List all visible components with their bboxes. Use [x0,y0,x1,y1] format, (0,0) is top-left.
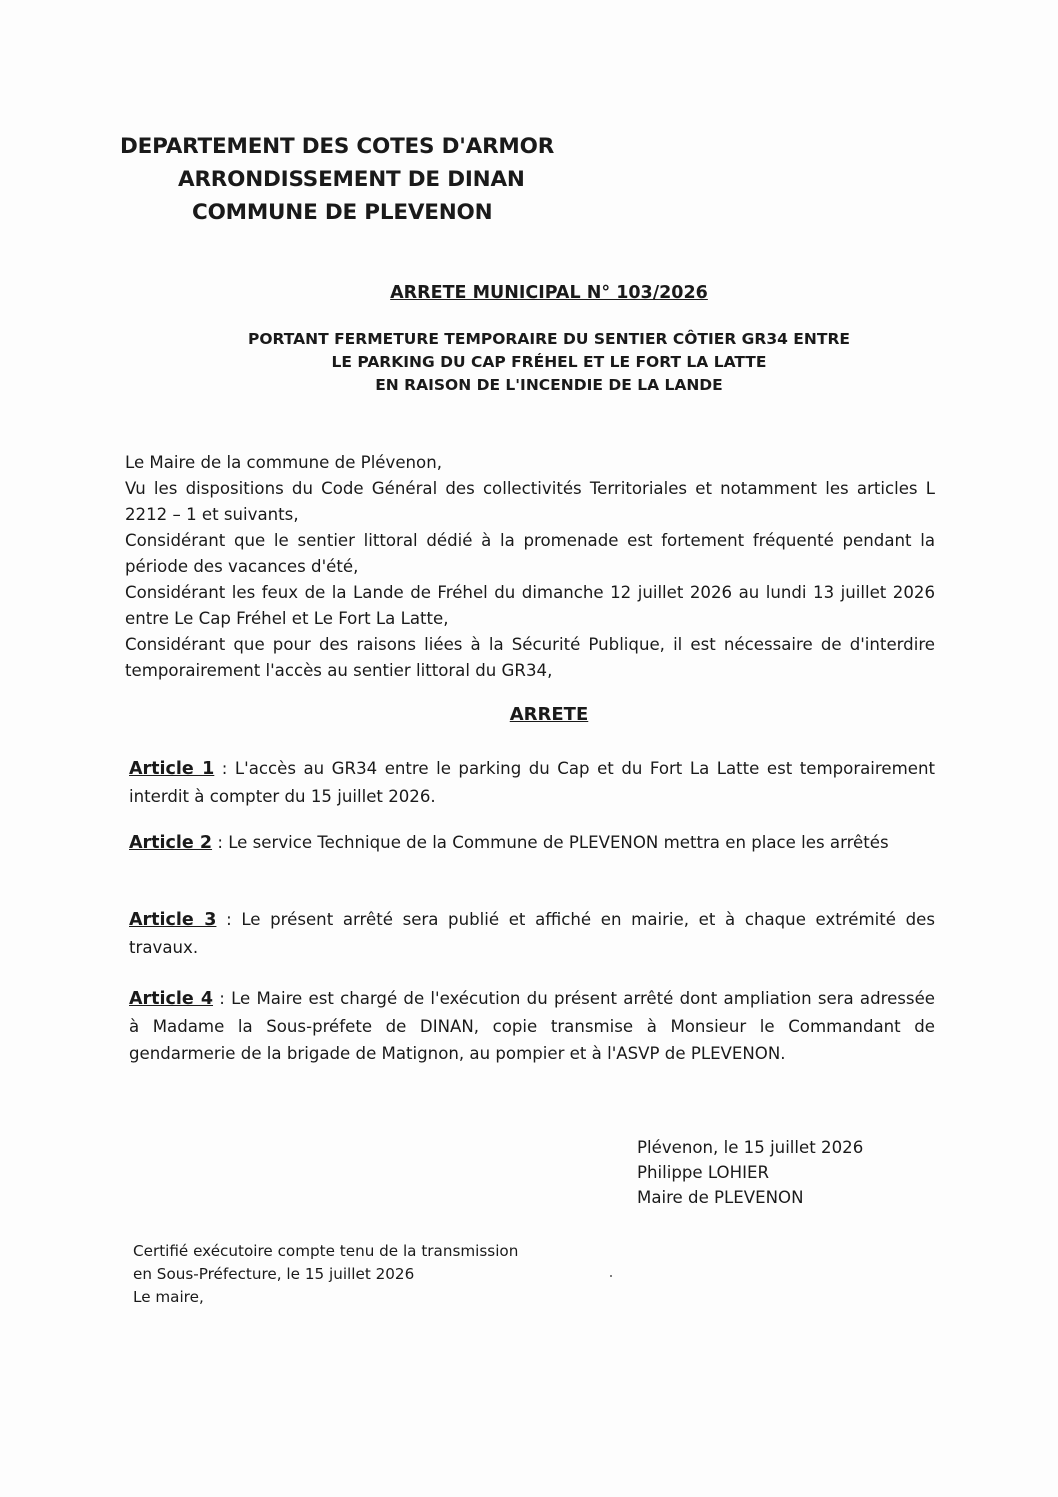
article-3 [129,906,935,961]
certification-line: Certifié exécutoire compte tenu de la transmission [133,1242,519,1260]
article-label: Article 3 [129,910,217,930]
article-text: L'accès au GR34 entre le parking du Cap et du Fort La Latte est temporairement interdit à compter du 15 juillet 2026. [129,759,935,806]
article-separator: : [213,989,232,1008]
signature-title: Maire de PLEVENON [637,1188,804,1207]
preamble [125,450,935,684]
article-label: Article 2 [129,833,213,853]
article-label: Article 4 [129,989,214,1009]
preamble-paragraph: Considérant que pour des raisons liées à la Sécurité Publique, il est nécessaire de d'interdire temporairement l'accès au sentier littoral du GR34, [125,635,935,680]
subject-line: EN RAISON DE L'INCENDIE DE LA LANDE [375,376,723,394]
certification-block [133,1240,518,1309]
article-separator: : [216,910,242,929]
article-2 [129,829,935,857]
signature-block [637,1135,863,1210]
decree-number: ARRETE MUNICIPAL N° 103/2026 [390,283,708,303]
decree-subject [0,328,1058,397]
article-text: Le présent arrêté sera publié et affiché en mairie, et à chaque extrémité des travaux. [129,910,935,957]
preamble-paragraph: Le Maire de la commune de Plévenon, [125,453,442,472]
department-line: DEPARTEMENT DES COTES D'ARMOR [120,134,555,159]
certification-line: Le maire, [133,1288,204,1306]
article-text: Le Maire est chargé de l'exécution du présent arrêté dont ampliation sera adressée à Madame la Sous-préfete de DINAN, copie transmise à Monsieur le Commandant de gendarmerie de la brigade de Matignon, au pompier et à l'ASVP de PLEVENON. [129,989,935,1063]
signature-name: Philippe LOHIER [637,1163,770,1182]
arrete-heading: ARRETE [509,704,589,725]
article-label: Article 1 [129,759,215,779]
signature-place-date: Plévenon, le 15 juillet 2026 [637,1138,864,1157]
article-separator: : [214,759,235,778]
scan-speck [610,1275,612,1277]
arrondissement-line: ARRONDISSEMENT DE DINAN [178,167,525,192]
subject-line: LE PARKING DU CAP FRÉHEL ET LE FORT LA LATTE [331,353,767,371]
commune-line: COMMUNE DE PLEVENON [192,200,493,225]
article-1 [129,755,935,810]
administrative-header [120,130,554,229]
preamble-paragraph: Vu les dispositions du Code Général des collectivités Territoriales et notamment les articles L 2212 – 1 et suivants, [125,479,935,524]
subject-line: PORTANT FERMETURE TEMPORAIRE DU SENTIER CÔTIER GR34 ENTRE [248,330,850,348]
article-text: Le service Technique de la Commune de PLEVENON mettra en place les arrêtés [228,833,889,852]
article-separator: : [212,833,229,852]
preamble-paragraph: Considérant les feux de la Lande de Fréhel du dimanche 12 juillet 2026 au lundi 13 juillet 2026 entre Le Cap Fréhel et Le Fort La Latte, [125,583,935,628]
certification-line: en Sous-Préfecture, le 15 juillet 2026 [133,1265,415,1283]
preamble-paragraph: Considérant que le sentier littoral dédié à la promenade est fortement fréquenté pendant la période des vacances d'été, [125,531,935,576]
article-4 [129,985,935,1067]
